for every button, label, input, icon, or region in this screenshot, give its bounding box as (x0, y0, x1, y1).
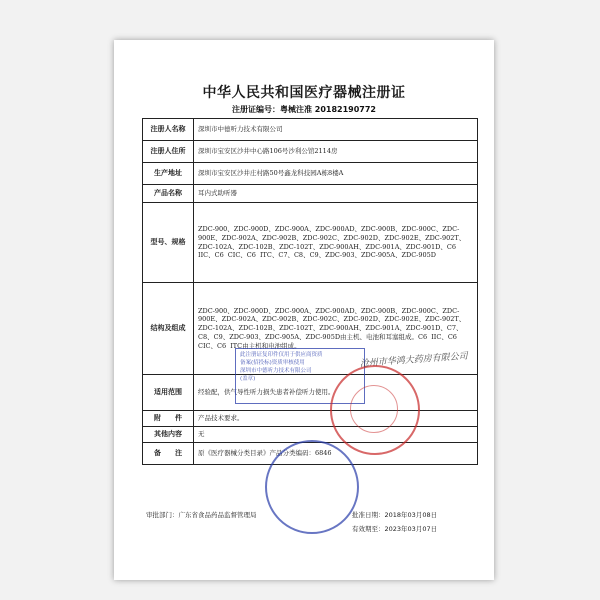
stamp-line: 此注册证复印件仅用于供应商资质 (240, 352, 323, 358)
stamp-line: 备案(招投标)资质审核使用 (240, 359, 305, 366)
valid-date: 有效期至：2023年03月07日 (352, 525, 438, 533)
issuer: 审批部门：广东省食品药品监督管理局 (146, 511, 257, 519)
models-value: ZDC-900、ZDC-900D、ZDC-900A、ZDC-900AD、ZDC-900B、ZDC-900C、ZDC-900E、ZDC-902A、ZDC-902B、ZDC-902C、ZDC-902D、ZDC-902E、ZDC-902T、ZDC-102A、ZDC-102B、ZDC-102T、ZDC-900AH、ZDC-901A、ZDC-901D、C6 IIC、C6 CIC、C6 ITC、C7、C8、C9、ZDC-903、ZDC-905A、ZDC-905D (194, 203, 478, 283)
registration-number (114, 104, 494, 115)
registrant-address-label: 注册人住所 (143, 141, 194, 163)
row-registrant-name (143, 119, 478, 141)
reg-number-value: 粤械注准 20182190772 (279, 105, 376, 114)
remark-value: 原《医疗器械分类目录》产品分类编码：6846 (194, 443, 478, 465)
registrant-name-label: 注册人名称 (143, 119, 194, 141)
structure-value: ZDC-900、ZDC-900D、ZDC-900A、ZDC-900AD、ZDC-900B、ZDC-900C、ZDC-900E、ZDC-902A、ZDC-902B、ZDC-902C、ZDC-902D、ZDC-902E、ZDC-902T、ZDC-102A、ZDC-102B、ZDC-102T、ZDC-900AH、ZDC-901A、ZDC-901D、C7、C8、C9、ZDC-903、ZDC-905A、ZDC-905D由主机、电池和耳塞组成。C6 IIC、C6 CIC、C6 ITC由主机和电池组成。 (194, 283, 478, 375)
row-product-name (143, 185, 478, 203)
approval-date: 批准日期：2018年03月08日 (352, 511, 438, 519)
row-annex (143, 411, 478, 427)
other-value: 无 (194, 427, 478, 443)
blue-round-official-seal (265, 440, 359, 534)
reg-number-label: 注册证编号： (231, 105, 280, 114)
certificate-title: 中华人民共和国医疗器械注册证 (202, 85, 406, 101)
scope-label: 适用范围 (143, 375, 194, 411)
product-name-value: 耳内式助听器 (194, 185, 478, 203)
annex-value: 产品技术要求。 (194, 411, 478, 427)
stamp-line: 深圳市中德听力技术有限公司 (240, 367, 312, 374)
product-name-label: 产品名称 (143, 185, 194, 203)
annex-label: 附 件 (143, 411, 194, 427)
certificate-table (142, 118, 478, 465)
models-label: 型号、规格 (143, 203, 194, 283)
structure-label: 结构及组成 (143, 283, 194, 375)
registrant-name-value: 深圳市中德听力技术有限公司 (194, 119, 478, 141)
stamp-line: (盖章) (240, 375, 256, 382)
scope-value: 经验配，供气导性听力损失患者补偿听力使用。 (194, 375, 478, 411)
production-address-value: 深圳市宝安区沙井庄村路50号鑫龙科技园A栋8楼A (194, 163, 478, 185)
handwritten-signature: 沧州市华鸿大药房有限公司 (359, 351, 469, 370)
red-seal-inner-ring (350, 385, 398, 433)
registrant-address-value: 深圳市宝安区沙井中心路106号沙利公馆2114房 (194, 141, 478, 163)
remark-label: 备 注 (143, 443, 194, 465)
row-models (143, 203, 478, 283)
row-production-address (143, 163, 478, 185)
row-registrant-address (143, 141, 478, 163)
production-address-label: 生产地址 (143, 163, 194, 185)
other-label: 其他内容 (143, 427, 194, 443)
